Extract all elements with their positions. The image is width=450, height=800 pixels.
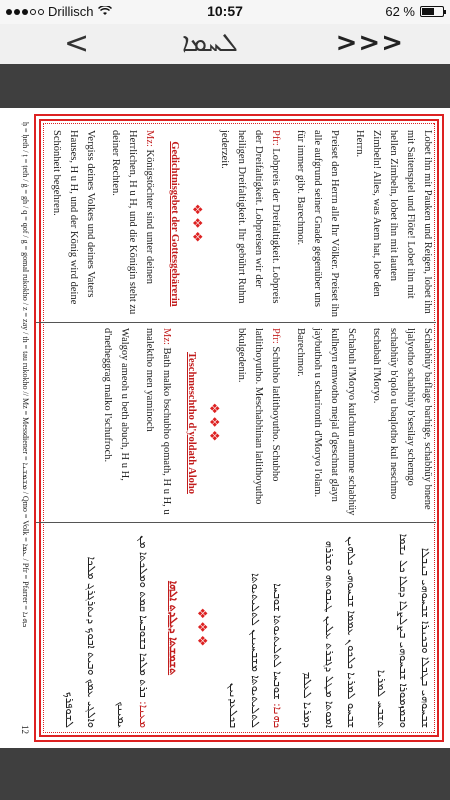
syriac-label-deacon: ܡܥܢܐ: (137, 701, 150, 728)
german-paragraph-3-text: Lobpreis der Dreifaltigkeit. Lobpreis der Dreifaltigkeit. Lobpreisen wir der heiligen Dreifaltigkeit. Ihr gebührt Ruhm jederzeit. (219, 130, 281, 304)
column-divider (36, 322, 436, 323)
translit-heading: Teschmeschtho d'yoldath Aloho (186, 352, 197, 494)
syriac-paragraph-1: ܫܒܚܘܗܝ ܒܛܒܠܐ ܘܒܟܢܪܐ ܫܒܚܘܗܝ ܒܢܒܠܐ ܘܒܡܙܡܘܪܐ ܫܒܚܘܗܝ ܒܨܠܨܠܐ ܕܩܠܐ ܟܠ ܢܫܡܐ ܬܫܒܚ ܠܡܪܝܐ (375, 533, 432, 728)
translit-paragraph-5: Walgoy ameoh u beth abuch, H u H, d'netheggrag malko l'schufroch. (102, 328, 130, 481)
syriac-column (36, 528, 436, 728)
back-button[interactable]: < (64, 26, 90, 61)
german-paragraph-3 (216, 130, 284, 318)
german-paragraph-2: Preiset den Herrn alle Ihr Völker. Preiset ihn alle aufgrund seiner Gnade gegenüber uns für immer gibt. Barechmor. (295, 130, 340, 318)
battery-level (422, 8, 434, 15)
bottom-toolbar (0, 748, 450, 800)
carrier-name: Drillisch (48, 4, 94, 19)
clock: 10:57 (207, 3, 243, 19)
stars-ornament: ❖❖❖ (194, 607, 209, 649)
syriac-paragraph-3-text: ܫܘܒܚܐ ܠܬܠܝܬܝܘܬܐ ܫܘܒܚܐ ܠܬܠܝܬܝܘܬܐ ܡܫܒܚܝܢܢ ܠܬܠܝܬܝܘܬܐ ܒܟܠܥܕܢܝܢ (227, 573, 284, 728)
column-divider (36, 522, 436, 523)
german-label-mz: Mz: (144, 130, 155, 147)
syriac-paragraph-4-text: ܒܪܬ ܡܠܟܐ ܒܫܘܒܚܐ ܩܡܬ ܘܡܠܟܬܐ ܡܢ ܝܡܝܢܟ (115, 535, 150, 728)
page-title: ܠܚܡܐ (182, 28, 238, 58)
stars-ornament: ❖❖❖ (190, 203, 205, 245)
status-bar (0, 0, 450, 24)
syriac-paragraph-4 (110, 528, 154, 728)
syriac-paragraph-2: ܫܒܚܘ ܠܡܪܝܐ ܟܠܟܘܢ ܥܡܡܐ ܫܒܚܘܗܝ ܟܠܗܝܢ ܐܡܘܬܐ ܡܛܠ ܕܓܒܪܬ ܥܠܝܢ ܛܝܒܘܬܗ ܘܫܪܪܗ ܕܡܪܝܐ ܠܥܠܡ (301, 536, 358, 728)
battery-group (385, 4, 444, 19)
syriac-label-priest: ܟܗܢܐ: (271, 703, 284, 728)
translit-paragraph-3 (233, 328, 284, 518)
syriac-paragraph-3 (222, 528, 288, 728)
page-number: 12 (20, 725, 30, 734)
german-paragraph-4-text: Königstöchter sind unter deinen Herrlichen, H u H, und die Königin steht zu deiner Rechten. (110, 130, 155, 315)
forward-button[interactable]: >>> (335, 28, 404, 58)
german-paragraph-4 (107, 130, 158, 318)
syriac-paragraph-5: ܘܐܠܓܝ ܥܡܟ ܘܒܝܬ ܐܒܘܟ ܕܢܬܪܓܪܓ ܡܠܟܐ ܠܫܘܦܪܟ (63, 556, 98, 728)
translit-paragraph-3-text: Schubho latlithoyutho. Schubho latlithoyutho. Meschabhinan latlithoyutho bkulgedenin. (236, 328, 281, 505)
footer-legend: ḥ = ḥeth / ṭ = ṭeth / ġ = gh / q = qof / g = gomal rukokho / z = zay / th = tau rukokho // Mz = Messdiener = ܡܫܡܫܢܐ / Qmo = Volk = ܥܡܐ / Pfr = Pfarrer = ܟܗܢܐ (21, 122, 30, 628)
german-label-pfr: Pfr: (270, 130, 281, 146)
nav-bar (0, 24, 450, 64)
german-paragraph-1: Lobet ihn mit Pauken und Reigen, lobet ihn mit Saitenspiel und Flöte! Lobet ihn mit hellen Zimbeln, lobet ihn mit lauten Zimbeln! Alles, was Atem hat, lobe den Herrn. (354, 130, 433, 314)
document-viewport[interactable] (0, 108, 450, 748)
stars-ornament: ❖❖❖ (207, 402, 222, 444)
translit-paragraph-4 (141, 328, 175, 518)
translit-label-mz: Mz: (161, 328, 172, 345)
german-heading: Gedichtnisgebet der Gottesgebärerin (169, 141, 180, 307)
document-page (0, 108, 450, 748)
translit-paragraph-1: Schabhüy baflage barhige, schabhüy bnene ljalyotho schabhüy b'sesilay schemgo schabhüy b'qolo u baqlotho kul neschmo tschabah l'Moryo. (371, 328, 433, 510)
translit-paragraph-4-text: Bath malko bschubho qomath, H u H, u malektho men yaminoch (144, 328, 172, 515)
translit-label-pfr: Pfr: (270, 328, 281, 344)
battery-percent: 62 % (385, 4, 415, 19)
translit-paragraph-2: Schabuh l'Moryo kulchun ammme schabhüy kulheyn emwotho mejal d'geschnat glayn jaybuthoh u scharironth d'Moryo l'olam. Barechmor. (295, 328, 357, 516)
german-column (36, 130, 436, 318)
german-paragraph-5: Vergiss deines Volkes und deines Vaters Hauses, H u H, und der König wird deine Schönheit begehren. (51, 130, 96, 305)
syriac-heading: ܬܫܡܫܬܐ ܕܝܠܕܬ ܐܠܗܐ (167, 580, 180, 676)
battery-icon (420, 6, 444, 17)
transliteration-column (36, 328, 436, 518)
